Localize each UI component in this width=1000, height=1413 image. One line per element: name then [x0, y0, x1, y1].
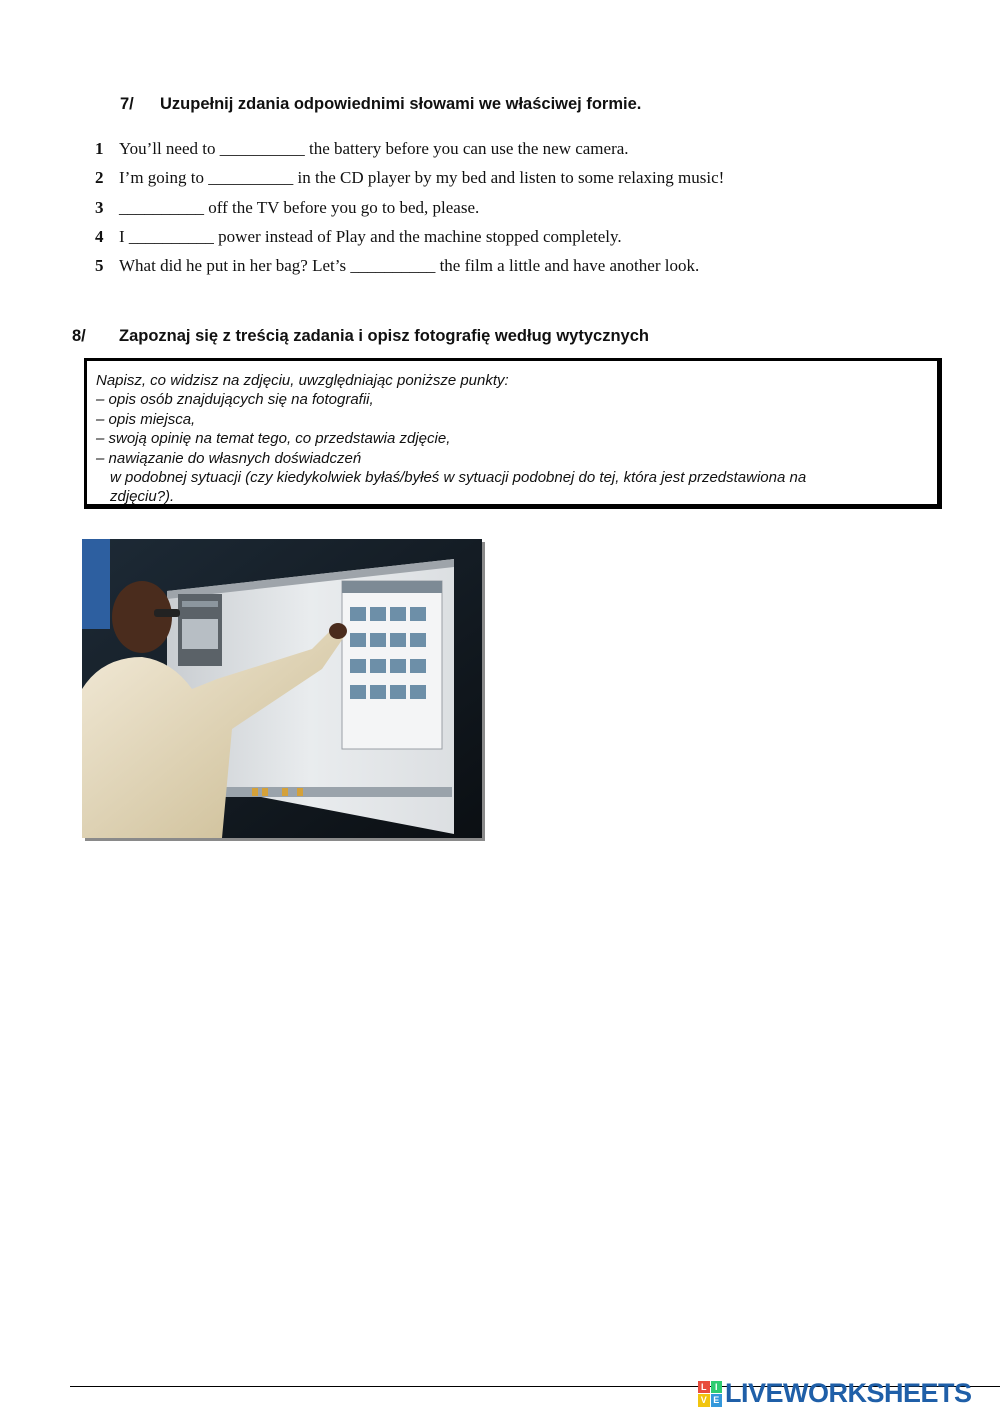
- exercise-7-list: [95, 137, 724, 283]
- photo-interactive-screen: [82, 539, 482, 838]
- footer-brand[interactable]: [698, 1378, 972, 1409]
- instructions-box: [84, 358, 942, 509]
- exercise-8-title: Zapoznaj się z treścią zadania i opisz fotografię według wytycznych: [119, 327, 649, 345]
- list-item: 1 You’ll need to __________ the battery before you can use the new camera.: [95, 139, 629, 158]
- list-item: 5 What did he put in her bag? Let’s __________ the film a little and have another look.: [95, 256, 700, 276]
- exercise-8-number: 8/: [72, 327, 86, 345]
- brand-name: LIVEWORKSHEETS: [725, 1378, 972, 1408]
- exercise-8-heading: [72, 327, 649, 346]
- list-item: 4 I __________ power instead of Play and the machine stopped completely.: [95, 226, 622, 246]
- instructions-text: Napisz, co widzisz na zdjęciu, uwzględniając poniższe punkty: – opis osób znajdujących się na fotografii, – opis miejsca, – swoją opinię na temat tego, co przedstawia zdjęcie, – nawiązanie do własnych doświadczeń w podobnej sytuacji (czy kiedykolwiek byłaś/byłeś w sytuacji podobnej do tej, która jest przedstawiona na zdjęciu?).: [96, 372, 807, 506]
- exercise-7-heading: [120, 95, 641, 114]
- list-item: 3 __________ off the TV before you go to bed, please.: [95, 197, 480, 217]
- exercise-7-number: 7/: [120, 95, 134, 113]
- list-item: 2 I’m going to __________ in the CD player by my bed and listen to some relaxing music!: [95, 168, 725, 188]
- liveworksheets-logo-icon: L I V E: [698, 1381, 722, 1407]
- exercise-7-title: Uzupełnij zdania odpowiednimi słowami we właściwej formie.: [160, 95, 642, 113]
- photo-illustration: [82, 539, 482, 838]
